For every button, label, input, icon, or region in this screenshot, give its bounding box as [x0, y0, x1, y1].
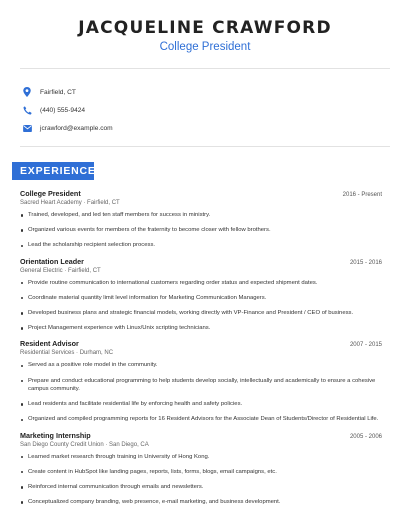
job-dates: 2016 - Present — [342, 192, 382, 198]
bullet-item: Project Management experience with Linux/Unix scripting technicians. — [20, 324, 382, 333]
experience-heading: EXPERIENCE — [12, 162, 94, 180]
job-bullets — [20, 279, 382, 333]
bullet-item: Trained, developed, and led ten staff members for success in ministry. — [20, 211, 382, 220]
contact-location-text: Fairfield, CT — [40, 88, 76, 96]
job-organization: Sacred Heart Academy · Fairfield, CT — [20, 200, 120, 206]
experience-list — [20, 189, 382, 513]
location-pin-icon — [22, 87, 32, 97]
contact-list — [22, 83, 113, 137]
job-header — [20, 257, 382, 267]
contact-divider — [20, 146, 390, 147]
bullet-item: Prepare and conduct educational programming to help students develop socially, intellectually and academically to ensure a cohesive campus community. — [20, 377, 382, 394]
job-organization: San Diego County Credit Union · San Diego, CA — [20, 441, 149, 448]
candidate-name: JACQUELINE CRAWFORD — [78, 18, 332, 38]
job-organization: General Electric · Fairfield, CT — [20, 267, 101, 274]
job-title: Marketing Internship — [20, 430, 91, 440]
job-dates: 2015 - 2016 — [349, 259, 382, 266]
bullet-item: Learned market research through training in University of Hong Kong. — [20, 453, 382, 462]
bullet-item: Served as a positive role model in the community. — [20, 361, 382, 370]
contact-phone — [22, 101, 113, 119]
contact-email-text[interactable]: jcrawford@example.com — [40, 124, 113, 132]
job-bullets — [20, 361, 382, 424]
job-header — [20, 339, 382, 349]
job-bullets — [20, 453, 382, 507]
bullet-item: Coordinate material quantity limit level information for Marketing Communication Managers. — [20, 294, 382, 303]
bullet-item: Create content in HubSpot like landing pages, reports, lists, forms, blogs, email campaigns, etc. — [20, 468, 382, 477]
job-entry — [20, 339, 382, 424]
bullet-item: Lead residents and facilitate residential life by enforcing health and safety policies. — [20, 400, 382, 409]
job-dates: 2007 - 2015 — [349, 342, 382, 349]
job-header — [20, 189, 382, 199]
resume-header — [0, 0, 410, 54]
bullet-item: Lead the scholarship recipient selection process. — [20, 241, 382, 250]
job-organization: Residential Services · Durham, NC — [20, 350, 114, 357]
job-title: Resident Advisor — [20, 339, 79, 349]
job-title: Orientation Leader — [20, 256, 84, 266]
job-header — [20, 431, 382, 441]
bullet-item: Organized various events for members of the fraternity to become closer with fellow brothers. — [20, 226, 382, 235]
bullet-item: Organized and compiled programming reports for 16 Resident Advisors for the Associate Dean of Students/Director of Residential Life. — [20, 415, 382, 424]
job-title: College President — [20, 189, 81, 198]
contact-location — [22, 83, 113, 101]
contact-email[interactable] — [22, 119, 113, 137]
job-bullets — [20, 211, 382, 250]
email-icon — [22, 123, 32, 133]
phone-icon — [22, 105, 32, 115]
bullet-item: Conceptualized company branding, web presence, e-mail marketing, and business development. — [20, 498, 382, 507]
contact-phone-text: (440) 555-9424 — [40, 106, 86, 114]
candidate-role: College President — [159, 41, 251, 53]
bullet-item: Provide routine communication to international customers regarding order status and expected shipment dates. — [20, 279, 382, 288]
bullet-item: Developed business plans and strategic financial models, working directly with VP-Finance and President / CEO of business. — [20, 309, 382, 318]
job-entry — [20, 431, 382, 507]
job-entry — [20, 189, 382, 250]
bullet-item: Reinforced internal communication through emails and newsletters. — [20, 483, 382, 492]
header-divider — [20, 68, 390, 69]
job-entry — [20, 257, 382, 333]
job-dates: 2005 - 2006 — [349, 433, 382, 440]
